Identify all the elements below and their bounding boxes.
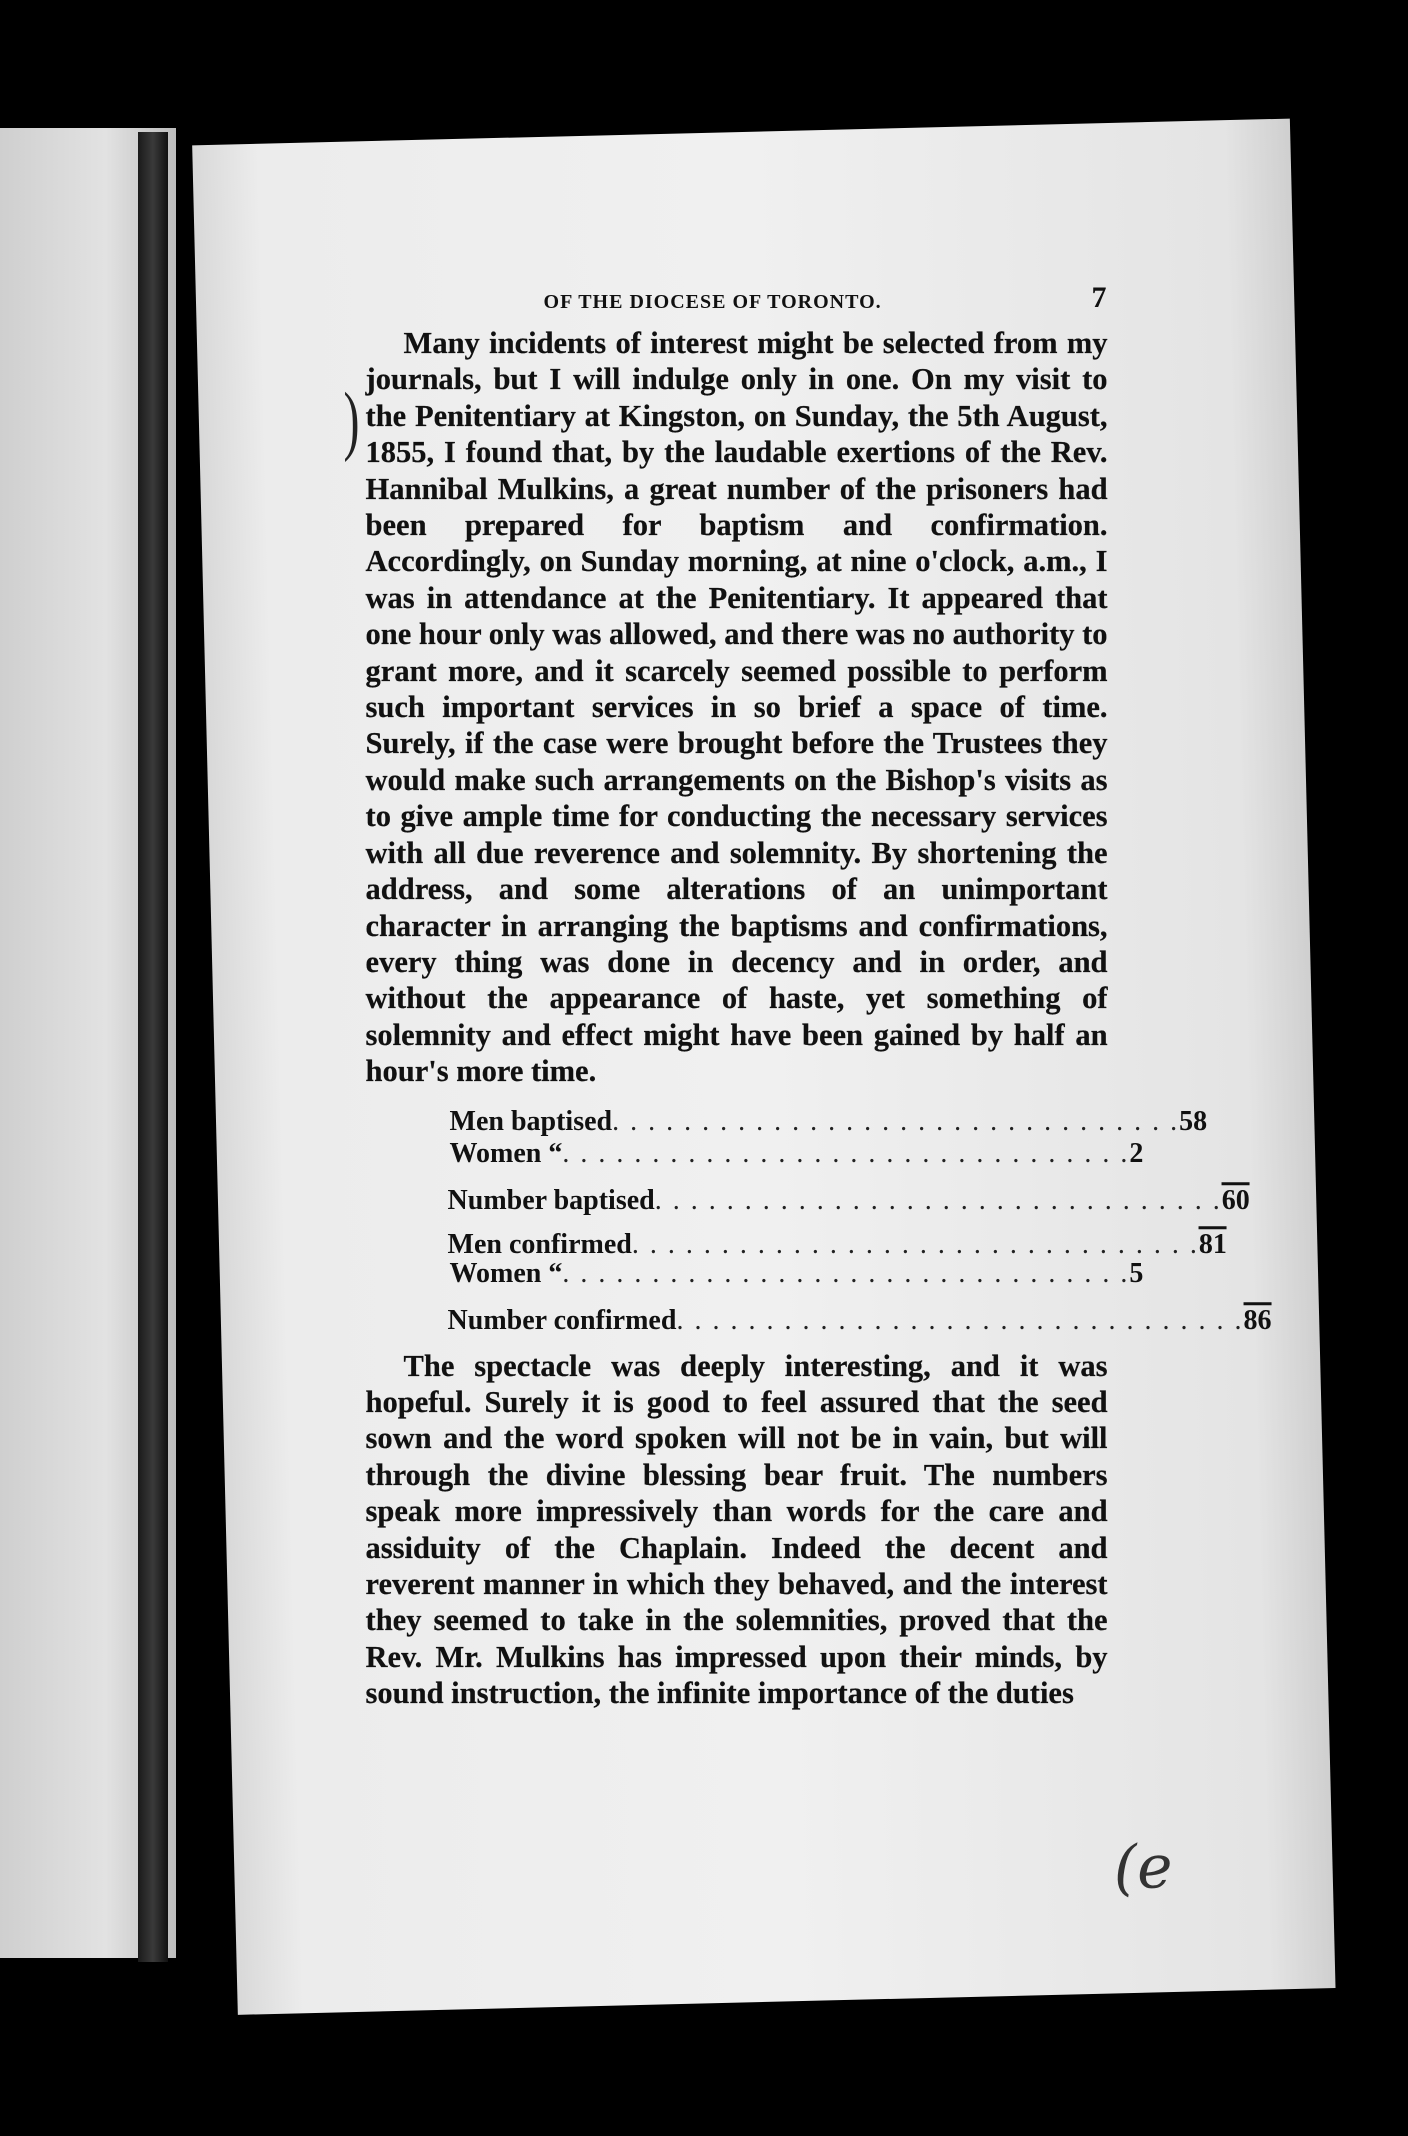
running-head-title: OF THE DIOCESE OF TORONTO.: [543, 291, 882, 314]
leader-dots: . . . . . . . . . . . . . . . . . . . . . . . . . . . . . . . .: [562, 1137, 1130, 1169]
margin-bracket-mark: ): [343, 378, 360, 464]
tally-value: 58: [1179, 1105, 1208, 1137]
page-number: 7: [1091, 281, 1108, 315]
tally-row-women-baptised: [366, 1137, 1144, 1170]
paragraph-1: Many incidents of interest might be selected from my journals, but I will indulge only in one. On my visit to the Penitentiary at Kingston, on Sunday, the 5th August, 1855, I found that, by the laudable exertions of the Rev. Hannibal Mulkins, a great number of the prisoners had been prepared for baptism and confirmation. Accordingly, on Sunday morning, at nine o'clock, a.m., I was in attendance at the Penitentiary. It appeared that one hour only was allowed, and there was no authority to grant more, and it scarcely seemed possible to perform such important services in so brief a space of time. Surely, if the case were brought before the Trustees they would make such arrangements on the Bishop's visits as to give ample time for conducting the necessary services with all due reverence and solemnity. By shortening the address, and some alterations of an unimportant character in arranging the baptisms and confirmations, every thing was done in decency and in order, and without the appearance of haste, yet something of solemnity and effect might have been gained by half an hour's more time.: [365, 326, 1108, 1089]
tally-row-number-baptised: [366, 1182, 1250, 1216]
statistics-tally: [366, 1105, 1272, 1336]
tally-label: Men confirmed: [447, 1228, 632, 1260]
tally-total: 60: [1222, 1182, 1250, 1217]
tally-label: Number confirmed: [447, 1304, 677, 1336]
tally-value: 2: [1129, 1137, 1144, 1169]
tally-row-men-baptised: [366, 1105, 1208, 1138]
book-gutter: [138, 132, 168, 1962]
text-block: [343, 281, 1272, 1712]
document-page: [192, 119, 1335, 2015]
tally-value: 81: [1199, 1226, 1227, 1261]
tally-value: 5: [1129, 1257, 1144, 1289]
leader-dots: . . . . . . . . . . . . . . . . . . . . . . . . . . . . . . . .: [631, 1228, 1199, 1260]
paragraph-2: The spectacle was deeply interesting, and it was hopeful. Surely it is good to feel assured that the seed sown and the word spoken will not be in vain, but will through the divine blessing bear fruit. The numbers speak more impressively than words for the care and assiduity of the Chaplain. Indeed the decent and reverent manner in which they behaved, and the interest they seemed to take in the solemnities, proved that the Rev. Mr. Mulkins has impressed upon their minds, by sound instruction, the infinite importance of the duties: [365, 1348, 1108, 1711]
pencil-annotation: (e: [1112, 1831, 1174, 1904]
leader-dots: . . . . . . . . . . . . . . . . . . . . . . . . . . . . . . . .: [676, 1304, 1244, 1336]
tally-row-number-confirmed: [366, 1302, 1272, 1336]
tally-label: Number baptised: [447, 1184, 655, 1216]
tally-total: 86: [1243, 1302, 1271, 1337]
tally-label: Men baptised: [449, 1105, 613, 1137]
leader-dots: . . . . . . . . . . . . . . . . . . . . . . . . . . . . . . . .: [562, 1257, 1130, 1289]
leader-dots: . . . . . . . . . . . . . . . . . . . . . . . . . . . . . . . .: [654, 1184, 1222, 1216]
tally-label: Women “: [449, 1257, 563, 1289]
tally-row-men-confirmed: [366, 1226, 1227, 1260]
running-head: [366, 281, 1108, 325]
leader-dots: . . . . . . . . . . . . . . . . . . . . . . . . . . . . . . . .: [612, 1105, 1180, 1137]
tally-label: Women “: [449, 1137, 563, 1169]
tally-row-women-confirmed: [366, 1257, 1144, 1290]
